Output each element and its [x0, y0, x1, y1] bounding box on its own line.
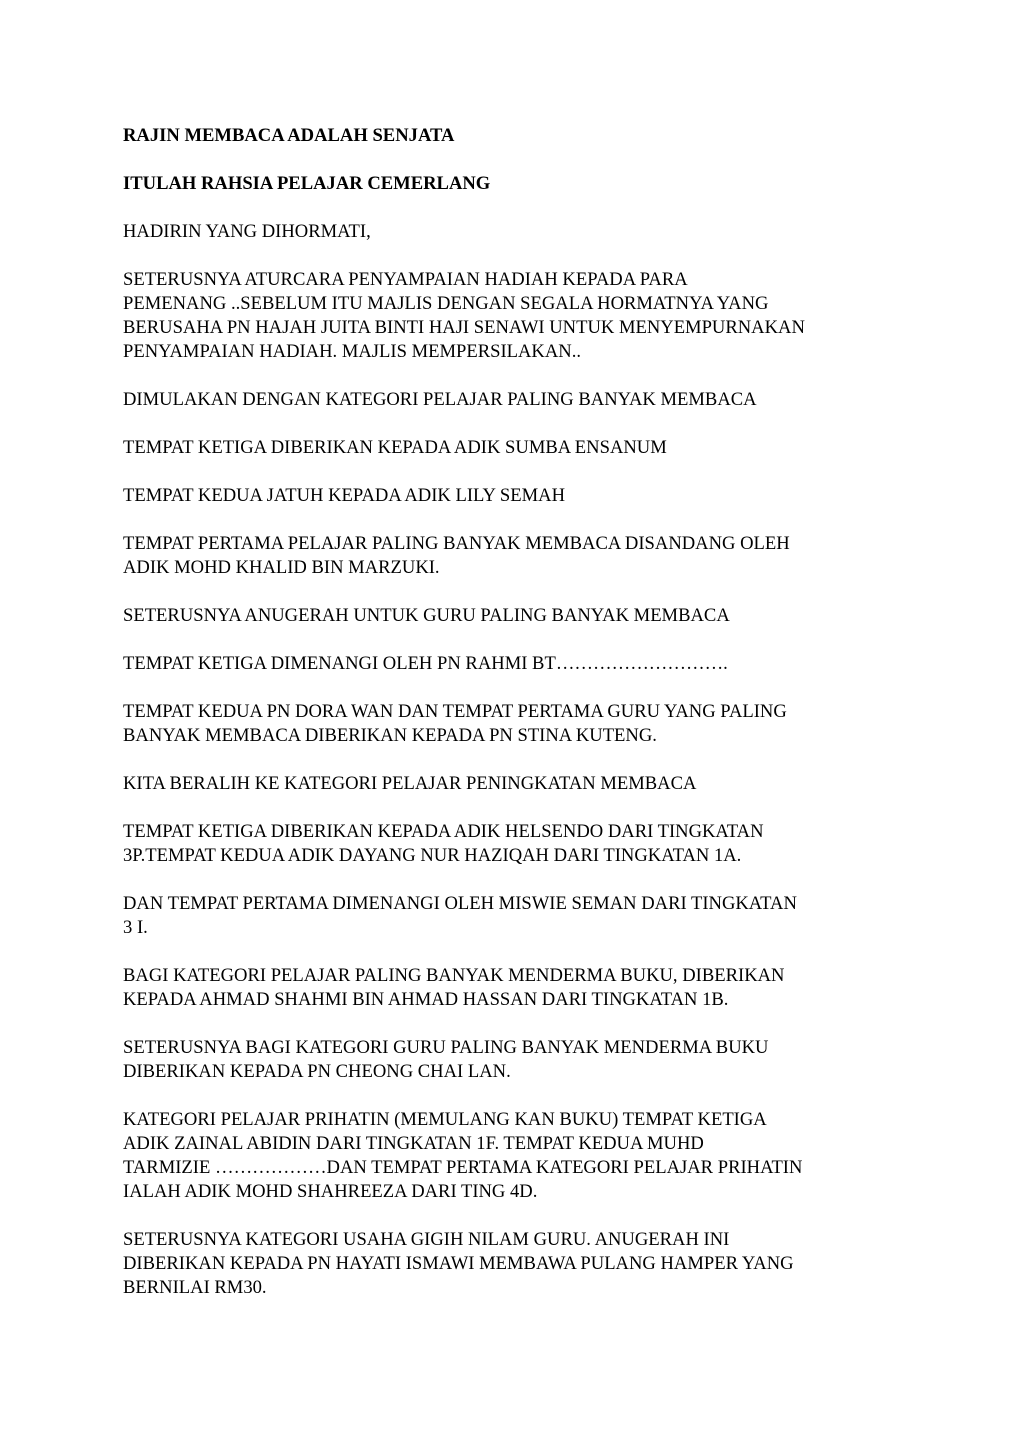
paragraph-student-reader-first: TEMPAT PERTAMA PELAJAR PALING BANYAK MEMBACA DISANDANG OLEH ADIK MOHD KHALID BIN MARZUKI.: [123, 533, 790, 578]
paragraph-teacher-reader-second-first: TEMPAT KEDUA PN DORA WAN DAN TEMPAT PERTAMA GURU YANG PALING BANYAK MEMBACA DIBERIKAN KEPADA PN STINA KUTENG.: [123, 701, 787, 746]
paragraph-student-reader-category: DIMULAKAN DENGAN KATEGORI PELAJAR PALING BANYAK MEMBACA: [123, 389, 757, 410]
paragraph-teacher-book-donor: SETERUSNYA BAGI KATEGORI GURU PALING BANYAK MENDERMA BUKU DIBERIKAN KEPADA PN CHEONG CHAI LAN.: [123, 1037, 769, 1082]
paragraph-greeting: HADIRIN YANG DIHORMATI,: [123, 221, 371, 242]
document-heading-2: ITULAH RAHSIA PELAJAR CEMERLANG: [123, 173, 491, 194]
document-heading-1: RAJIN MEMBACA ADALAH SENJATA: [123, 125, 455, 146]
paragraph-reading-improvement-first: DAN TEMPAT PERTAMA DIMENANGI OLEH MISWIE SEMAN DARI TINGKATAN 3 I.: [123, 893, 797, 938]
paragraph-student-book-donor: BAGI KATEGORI PELAJAR PALING BANYAK MENDERMA BUKU, DIBERIKAN KEPADA AHMAD SHAHMI BIN AHMAD HASSAN DARI TINGKATAN 1B.: [123, 965, 785, 1010]
paragraph-student-reader-second: TEMPAT KEDUA JATUH KEPADA ADIK LILY SEMAH: [123, 485, 566, 506]
paragraph-teacher-reader-third: TEMPAT KETIGA DIMENANGI OLEH PN RAHMI BT……………………….: [123, 653, 728, 674]
paragraph-nilam-teacher-effort: SETERUSNYA KATEGORI USAHA GIGIH NILAM GURU. ANUGERAH INI DIBERIKAN KEPADA PN HAYATI ISMAWI MEMBAWA PULANG HAMPER YANG BERNILAI RM30.: [123, 1229, 794, 1298]
paragraph-student-reader-third: TEMPAT KETIGA DIBERIKAN KEPADA ADIK SUMBA ENSANUM: [123, 437, 667, 458]
paragraph-teacher-reader-category: SETERUSNYA ANUGERAH UNTUK GURU PALING BANYAK MEMBACA: [123, 605, 730, 626]
paragraph-reading-improvement-category: KITA BERALIH KE KATEGORI PELAJAR PENINGKATAN MEMBACA: [123, 773, 697, 794]
document-page: [123, 124, 913, 1324]
paragraph-ceremony-intro: SETERUSNYA ATURCARA PENYAMPAIAN HADIAH KEPADA PARA PEMENANG ..SEBELUM ITU MAJLIS DENGAN SEGALA HORMATNYA YANG BERUSAHA PN HAJAH JUITA BINTI HAJI SENAWI UNTUK MENYEMPURNAKAN PENYAMPAIAN HADIAH. MAJLIS MEMPERSILAKAN..: [123, 269, 805, 362]
paragraph-reading-improvement-third-second: TEMPAT KETIGA DIBERIKAN KEPADA ADIK HELSENDO DARI TINGKATAN 3P.TEMPAT KEDUA ADIK DAYANG NUR HAZIQAH DARI TINGKATAN 1A.: [123, 821, 764, 866]
paragraph-caring-student-category: KATEGORI PELAJAR PRIHATIN (MEMULANG KAN BUKU) TEMPAT KETIGA ADIK ZAINAL ABIDIN DARI TINGKATAN 1F. TEMPAT KEDUA MUHD TARMIZIE ………………DAN TEMPAT PERTAMA KATEGORI PELAJAR PRIHATIN IALAH ADIK MOHD SHAHREEZA DARI TING 4D.: [123, 1109, 803, 1202]
